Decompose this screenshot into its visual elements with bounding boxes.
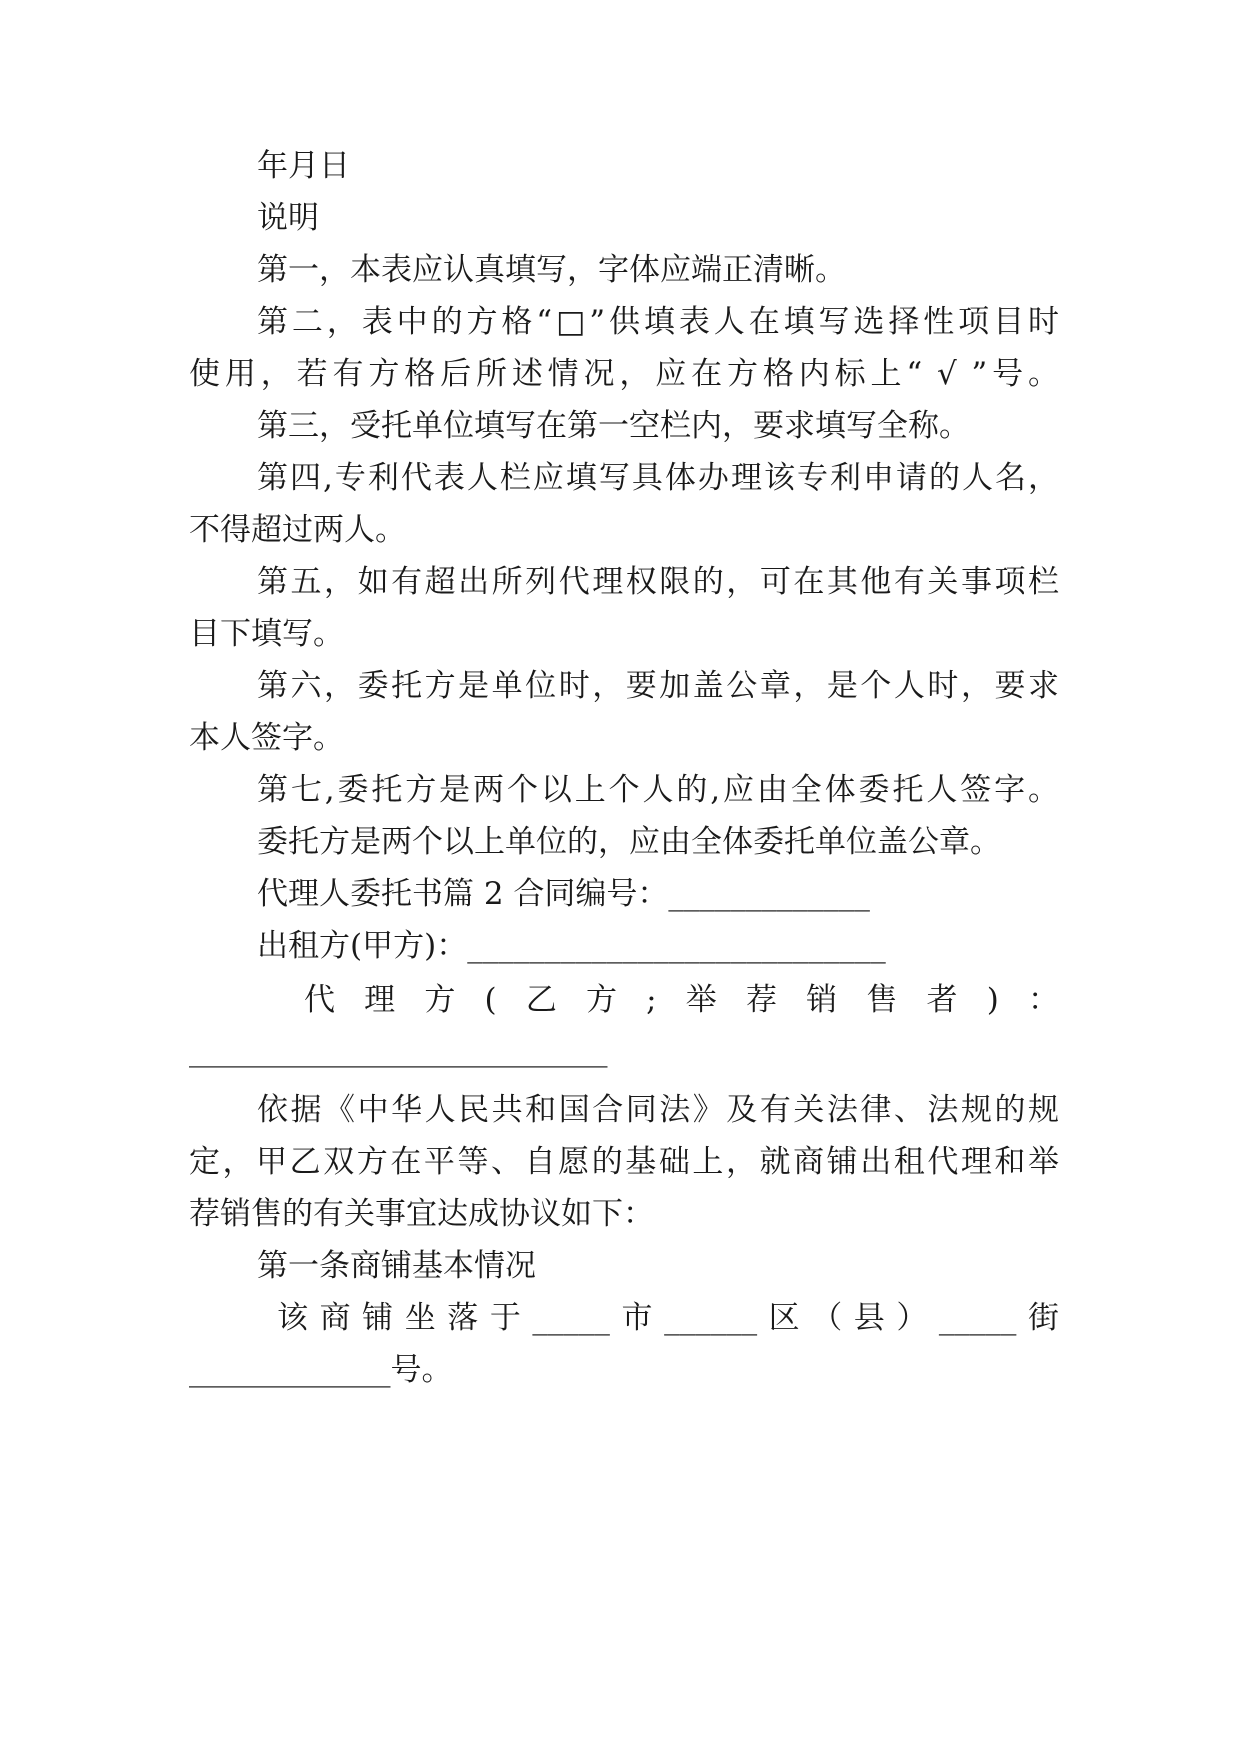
address-number-line: _____________号。 [189, 1352, 453, 1388]
date-line: 年月日 [257, 148, 350, 184]
paragraph-line: 荐销售的有关事宜达成协议如下： [189, 1196, 654, 1232]
lessor-line: 出租方(甲方)：___________________________ [257, 928, 886, 964]
paragraph-line: 依据《中华人民共和国合同法》及有关法律、法规的规 [257, 1092, 1059, 1128]
article-heading: 第一条商铺基本情况 [257, 1248, 536, 1284]
paragraph-line: 第三，受托单位填写在第一空栏内，要求填写全称。 [257, 408, 970, 444]
agent-blank-line: ___________________________ [189, 1032, 608, 1068]
paragraph-line: 第七,委托方是两个以上个人的,应由全体委托人签字。 [257, 772, 1059, 808]
paragraph-line: 定，甲乙双方在平等、自愿的基础上，就商铺出租代理和举 [189, 1144, 1059, 1180]
paragraph-line: 第一，本表应认真填写，字体应端正清晰。 [257, 252, 846, 288]
paragraph-line: 本人签字。 [189, 720, 344, 756]
paragraph-line: 第六，委托方是单位时，要加盖公章，是个人时，要求 [257, 668, 1059, 704]
paragraph-line: 使用，若有方格后所述情况，应在方格内标上“ √ ”号。 [189, 356, 1059, 392]
contract-number-line: 代理人委托书篇 2 合同编号：_____________ [257, 876, 870, 912]
paragraph-line: 第二，表中的方格“□”供填表人在填写选择性项目时 [257, 304, 1059, 340]
paragraph-line: 第四,专利代表人栏应填写具体办理该专利申请的人名， [257, 460, 1059, 496]
heading-explanation: 说明 [257, 200, 319, 236]
paragraph-line: 第五，如有超出所列代理权限的，可在其他有关事项栏 [257, 564, 1059, 600]
paragraph-line: 不得超过两人。 [189, 512, 406, 548]
paragraph-line: 委托方是两个以上单位的，应由全体委托单位盖公章。 [257, 824, 1001, 860]
agent-line: 代理方(乙方;举荐销售者)： [304, 982, 1059, 1018]
paragraph-line: 目下填写。 [189, 616, 344, 652]
address-line: 该商铺坐落于_____市______区（县）_____街 [277, 1300, 1059, 1336]
